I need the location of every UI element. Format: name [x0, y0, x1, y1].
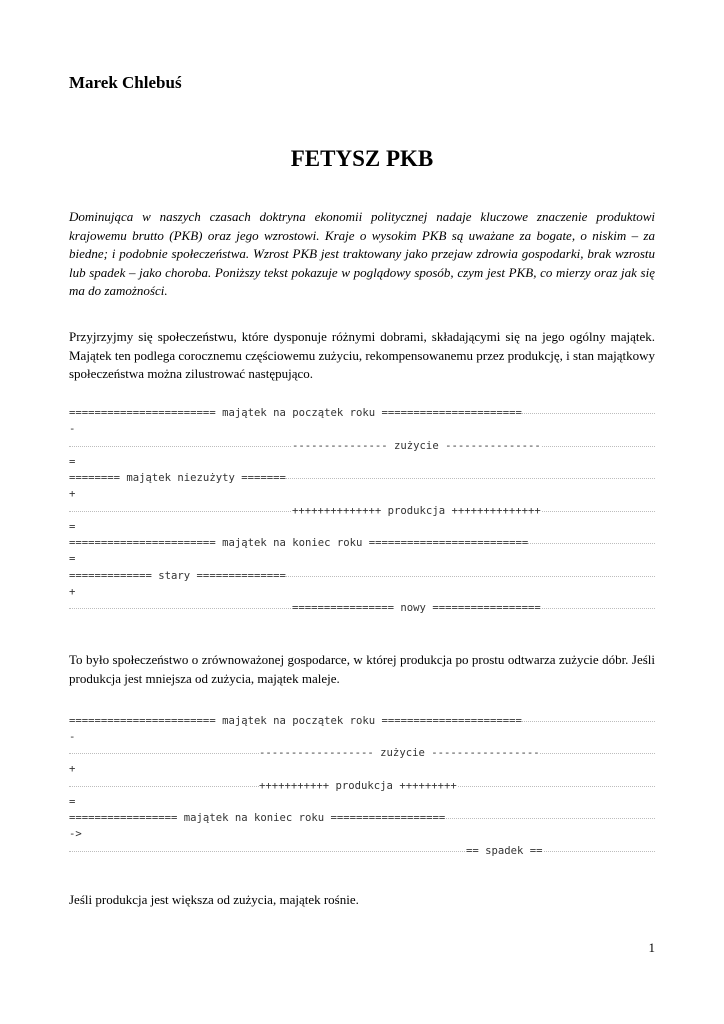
diagram1-line-end-assets: ======================= majątek na koniec roku ========================= [69, 537, 529, 549]
diagram1-line-new: ================ nowy ================= [292, 602, 541, 614]
diagram1-op-minus: - [69, 423, 76, 435]
paragraph-growth: Jeśli produkcja jest większa od zużycia, majątek rośnie. [69, 892, 359, 907]
diagram1-op-equals-3: = [69, 553, 76, 565]
diagram2-line-decline: == spadek == [466, 845, 543, 857]
paragraph-intro: Przyjrzyjmy się społeczeństwu, które dysponuje różnymi dobrami, składającymi się na jego ogólny majątek. Majątek ten podlega corocznemu częściowemu zużyciu, rekompensowanemu przez produkcję, i stan majątkowy społeczeństwa można zilustrować następująco. [69, 329, 655, 381]
diagram1-op-equals: = [69, 456, 76, 468]
diagram2-line-production: +++++++++++ produkcja +++++++++ [259, 780, 457, 792]
diagram2-line-wear: ------------------ zużycie ----------------- [259, 747, 540, 759]
diagram1-line-unused-assets: ======== majątek niezużyty ======= [69, 472, 286, 484]
author-name: Marek Chlebuś [69, 73, 182, 92]
diagram1-op-equals-2: = [69, 521, 76, 533]
diagram1-op-plus: + [69, 488, 76, 500]
diagram2-op-equals: = [69, 796, 76, 808]
diagram1-op-plus-2: + [69, 586, 76, 598]
paragraph-balanced-economy: To było społeczeństwo o zrównoważonej gospodarce, w której produkcja po prostu odtwarza zużycie dóbr. Jeśli produkcja jest mniejsza od zużycia, majątek maleje. [69, 652, 655, 686]
diagram2-line-start-assets: ======================= majątek na początek roku ====================== [69, 715, 522, 727]
diagram1-line-start-assets: ======================= majątek na początek roku ====================== [69, 407, 522, 419]
diagram1-line-production: ++++++++++++++ produkcja ++++++++++++++ [292, 505, 541, 517]
diagram1-line-old: ============= stary ============== [69, 570, 286, 582]
abstract: Dominująca w naszych czasach doktryna ekonomii politycznej nadaje kluczowe znaczenie produktowi krajowemu brutto (PKB) oraz jego wzrostowi. Kraje o wysokim PKB są uważane za bogate, o niskim – za biedne; i podobnie społeczeństwa. Wzrost PKB jest traktowany jako przejaw zdrowia gospodarki, brak wzrostu lub spadek – jako choroba. Poniższy tekst pokazuje w poglądowy sposób, czym jest PKB, co mierzy oraz jak się ma do zamożności. [69, 209, 655, 298]
diagram2-op-minus: - [69, 731, 76, 743]
diagram2-op-arrow: -> [69, 828, 82, 840]
page-number: 1 [648, 940, 655, 955]
diagram2-line-end-assets: ================= majątek na koniec roku ================== [69, 812, 446, 824]
diagram1-line-wear: --------------- zużycie --------------- [292, 440, 541, 452]
diagram2-op-plus: + [69, 763, 76, 775]
document-title: FETYSZ PKB [290, 146, 434, 171]
